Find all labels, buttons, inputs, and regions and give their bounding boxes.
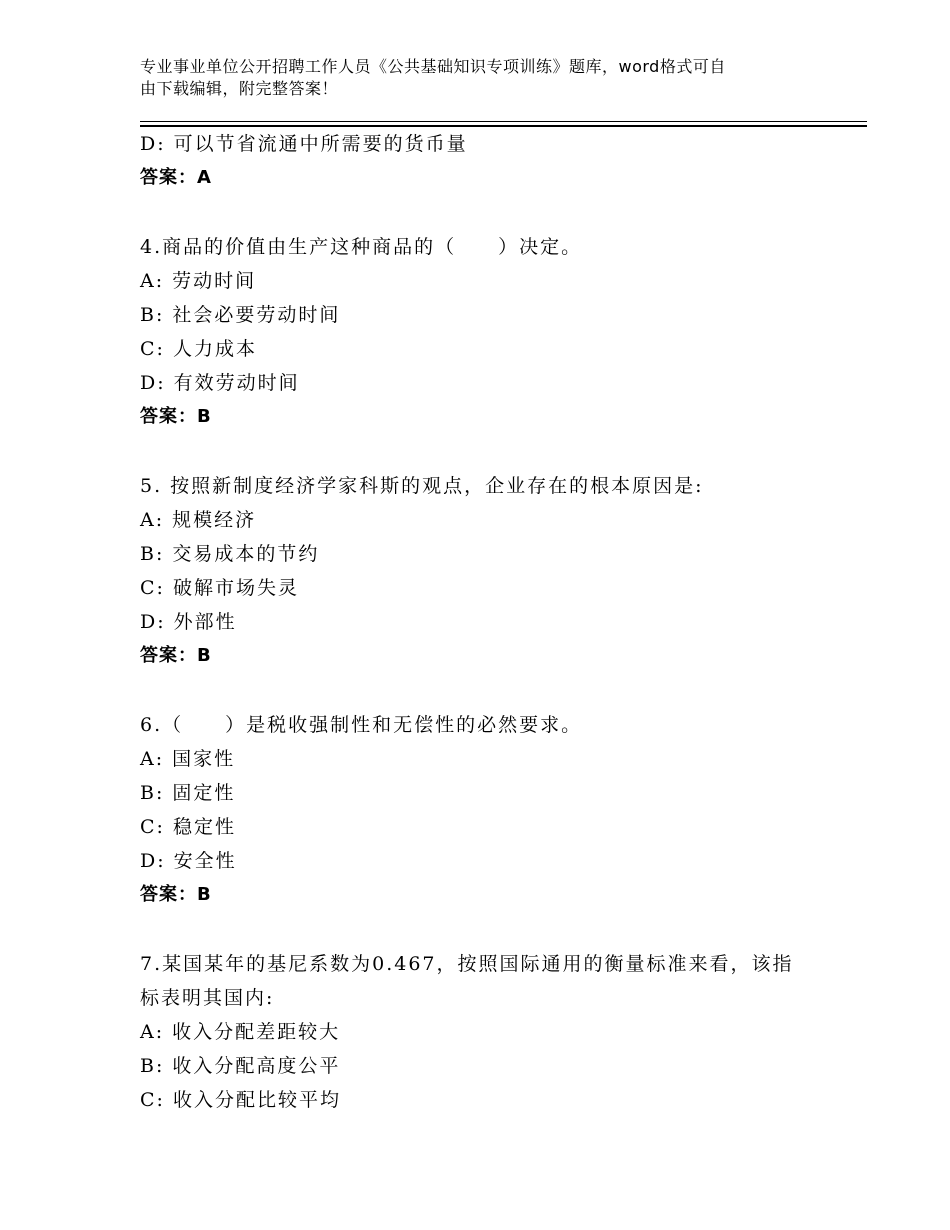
- answer-line: 答案：A: [140, 167, 212, 188]
- option-d: D: 可以节省流通中所需要的货币量: [140, 133, 468, 155]
- option-b: B: 交易成本的节约: [140, 543, 320, 565]
- option-b: B: 社会必要劳动时间: [140, 304, 341, 326]
- option-c: C: 人力成本: [140, 338, 257, 360]
- option-c: C: 破解市场失灵: [140, 577, 299, 599]
- header-divider-thin: [140, 121, 867, 122]
- question-stem: 6.（ ）是税收强制性和无偿性的必然要求。: [140, 714, 583, 736]
- option-b: B: 收入分配高度公平: [140, 1055, 341, 1077]
- option-a: A: 收入分配差距较大: [140, 1021, 341, 1043]
- question-stem-line-1: 7.某国某年的基尼系数为0.467，按照国际通用的衡量标准来看，该指: [140, 953, 794, 975]
- answer-line: 答案：B: [140, 884, 212, 905]
- option-a: A: 劳动时间: [140, 270, 257, 292]
- question-stem: 4.商品的价值由生产这种商品的（ ）决定。: [140, 236, 583, 258]
- header-line-2: 由下载编辑，附完整答案！: [140, 79, 339, 98]
- option-b: B: 固定性: [140, 782, 236, 804]
- option-a: A: 国家性: [140, 748, 236, 770]
- question-stem: 5. 按照新制度经济学家科斯的观点，企业存在的根本原因是:: [140, 475, 704, 497]
- option-d: D: 安全性: [140, 850, 237, 872]
- option-d: D: 外部性: [140, 611, 237, 633]
- question-stem-line-2: 标表明其国内:: [140, 987, 275, 1009]
- header-line-1: 专业事业单位公开招聘工作人员《公共基础知识专项训练》题库，word格式可自: [140, 57, 726, 76]
- answer-line: 答案：B: [140, 645, 212, 666]
- option-c: C: 稳定性: [140, 816, 236, 838]
- option-a: A: 规模经济: [140, 509, 257, 531]
- answer-line: 答案：B: [140, 406, 212, 427]
- document-header: [140, 56, 820, 100]
- option-c: C: 收入分配比较平均: [140, 1089, 341, 1111]
- option-d: D: 有效劳动时间: [140, 372, 300, 394]
- question-list: [140, 127, 840, 1117]
